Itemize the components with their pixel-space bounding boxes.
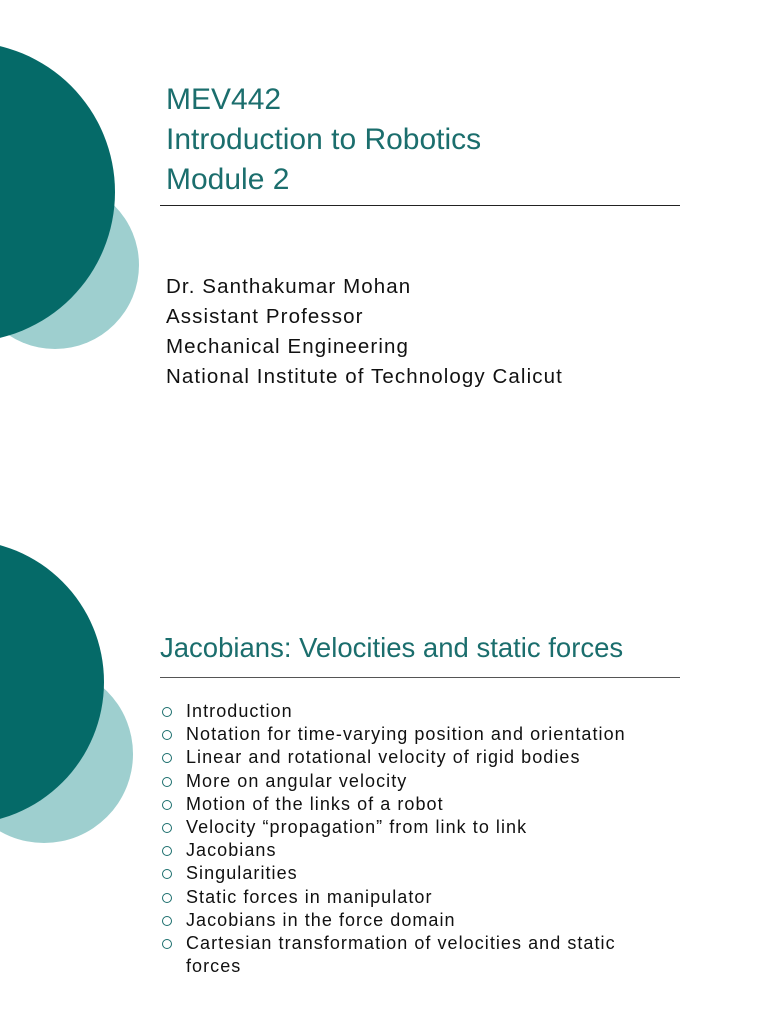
topic-text: Jacobians in the force domain xyxy=(186,909,456,930)
topic-item xyxy=(160,723,676,746)
topic-text: Jacobians xyxy=(186,840,277,861)
heading-divider xyxy=(160,677,680,678)
title-divider xyxy=(160,205,680,206)
course-title: Introduction to Robotics xyxy=(166,123,482,156)
topic-item xyxy=(160,816,676,839)
topic-text: Introduction xyxy=(186,701,293,721)
topic-item xyxy=(160,770,676,793)
hollow-circle-bullet-icon xyxy=(162,777,172,787)
topic-item xyxy=(160,862,676,885)
hollow-circle-bullet-icon xyxy=(162,869,172,879)
topic-list xyxy=(160,700,676,978)
topic-item xyxy=(160,746,676,769)
module-title: Module 2 xyxy=(166,163,290,196)
hollow-circle-bullet-icon xyxy=(162,893,172,903)
author-position: Assistant Professor xyxy=(166,305,364,328)
topic-item xyxy=(160,886,676,909)
decorative-circles-graphic xyxy=(0,512,150,912)
topic-text: Singularities xyxy=(186,863,298,884)
author-name: Dr. Santhakumar Mohan xyxy=(166,275,412,298)
topic-text: Linear and rotational velocity of rigid bodies xyxy=(186,747,581,768)
slide-heading: Jacobians: Velocities and static forces xyxy=(160,632,624,663)
hollow-circle-bullet-icon xyxy=(162,939,172,949)
hollow-circle-bullet-icon xyxy=(162,846,172,856)
hollow-circle-bullet-icon xyxy=(162,730,172,740)
author-institution: National Institute of Technology Calicut xyxy=(166,365,563,388)
topic-item xyxy=(160,839,676,862)
topic-text: Velocity “propagation” from link to link xyxy=(186,817,528,838)
topic-text: Cartesian transformation of velocities and static forces xyxy=(186,933,616,977)
hollow-circle-bullet-icon xyxy=(162,800,172,810)
topic-text: More on angular velocity xyxy=(186,770,408,791)
hollow-circle-bullet-icon xyxy=(162,707,172,717)
author-info xyxy=(166,272,563,392)
hollow-circle-bullet-icon xyxy=(162,823,172,833)
decorative-circles-graphic xyxy=(0,0,150,400)
slide-title-heading xyxy=(166,80,481,200)
topic-text: Static forces in manipulator xyxy=(186,886,433,907)
slide-contents xyxy=(0,512,768,1024)
course-code: MEV442 xyxy=(166,83,282,116)
author-department: Mechanical Engineering xyxy=(166,335,410,358)
hollow-circle-bullet-icon xyxy=(162,753,172,763)
topic-item xyxy=(160,700,676,723)
hollow-circle-bullet-icon xyxy=(162,916,172,926)
topic-text: Motion of the links of a robot xyxy=(186,793,444,814)
topic-text: Notation for time-varying position and orientation xyxy=(186,724,626,745)
topic-item xyxy=(160,932,676,978)
topic-item xyxy=(160,909,676,932)
topic-item xyxy=(160,793,676,816)
